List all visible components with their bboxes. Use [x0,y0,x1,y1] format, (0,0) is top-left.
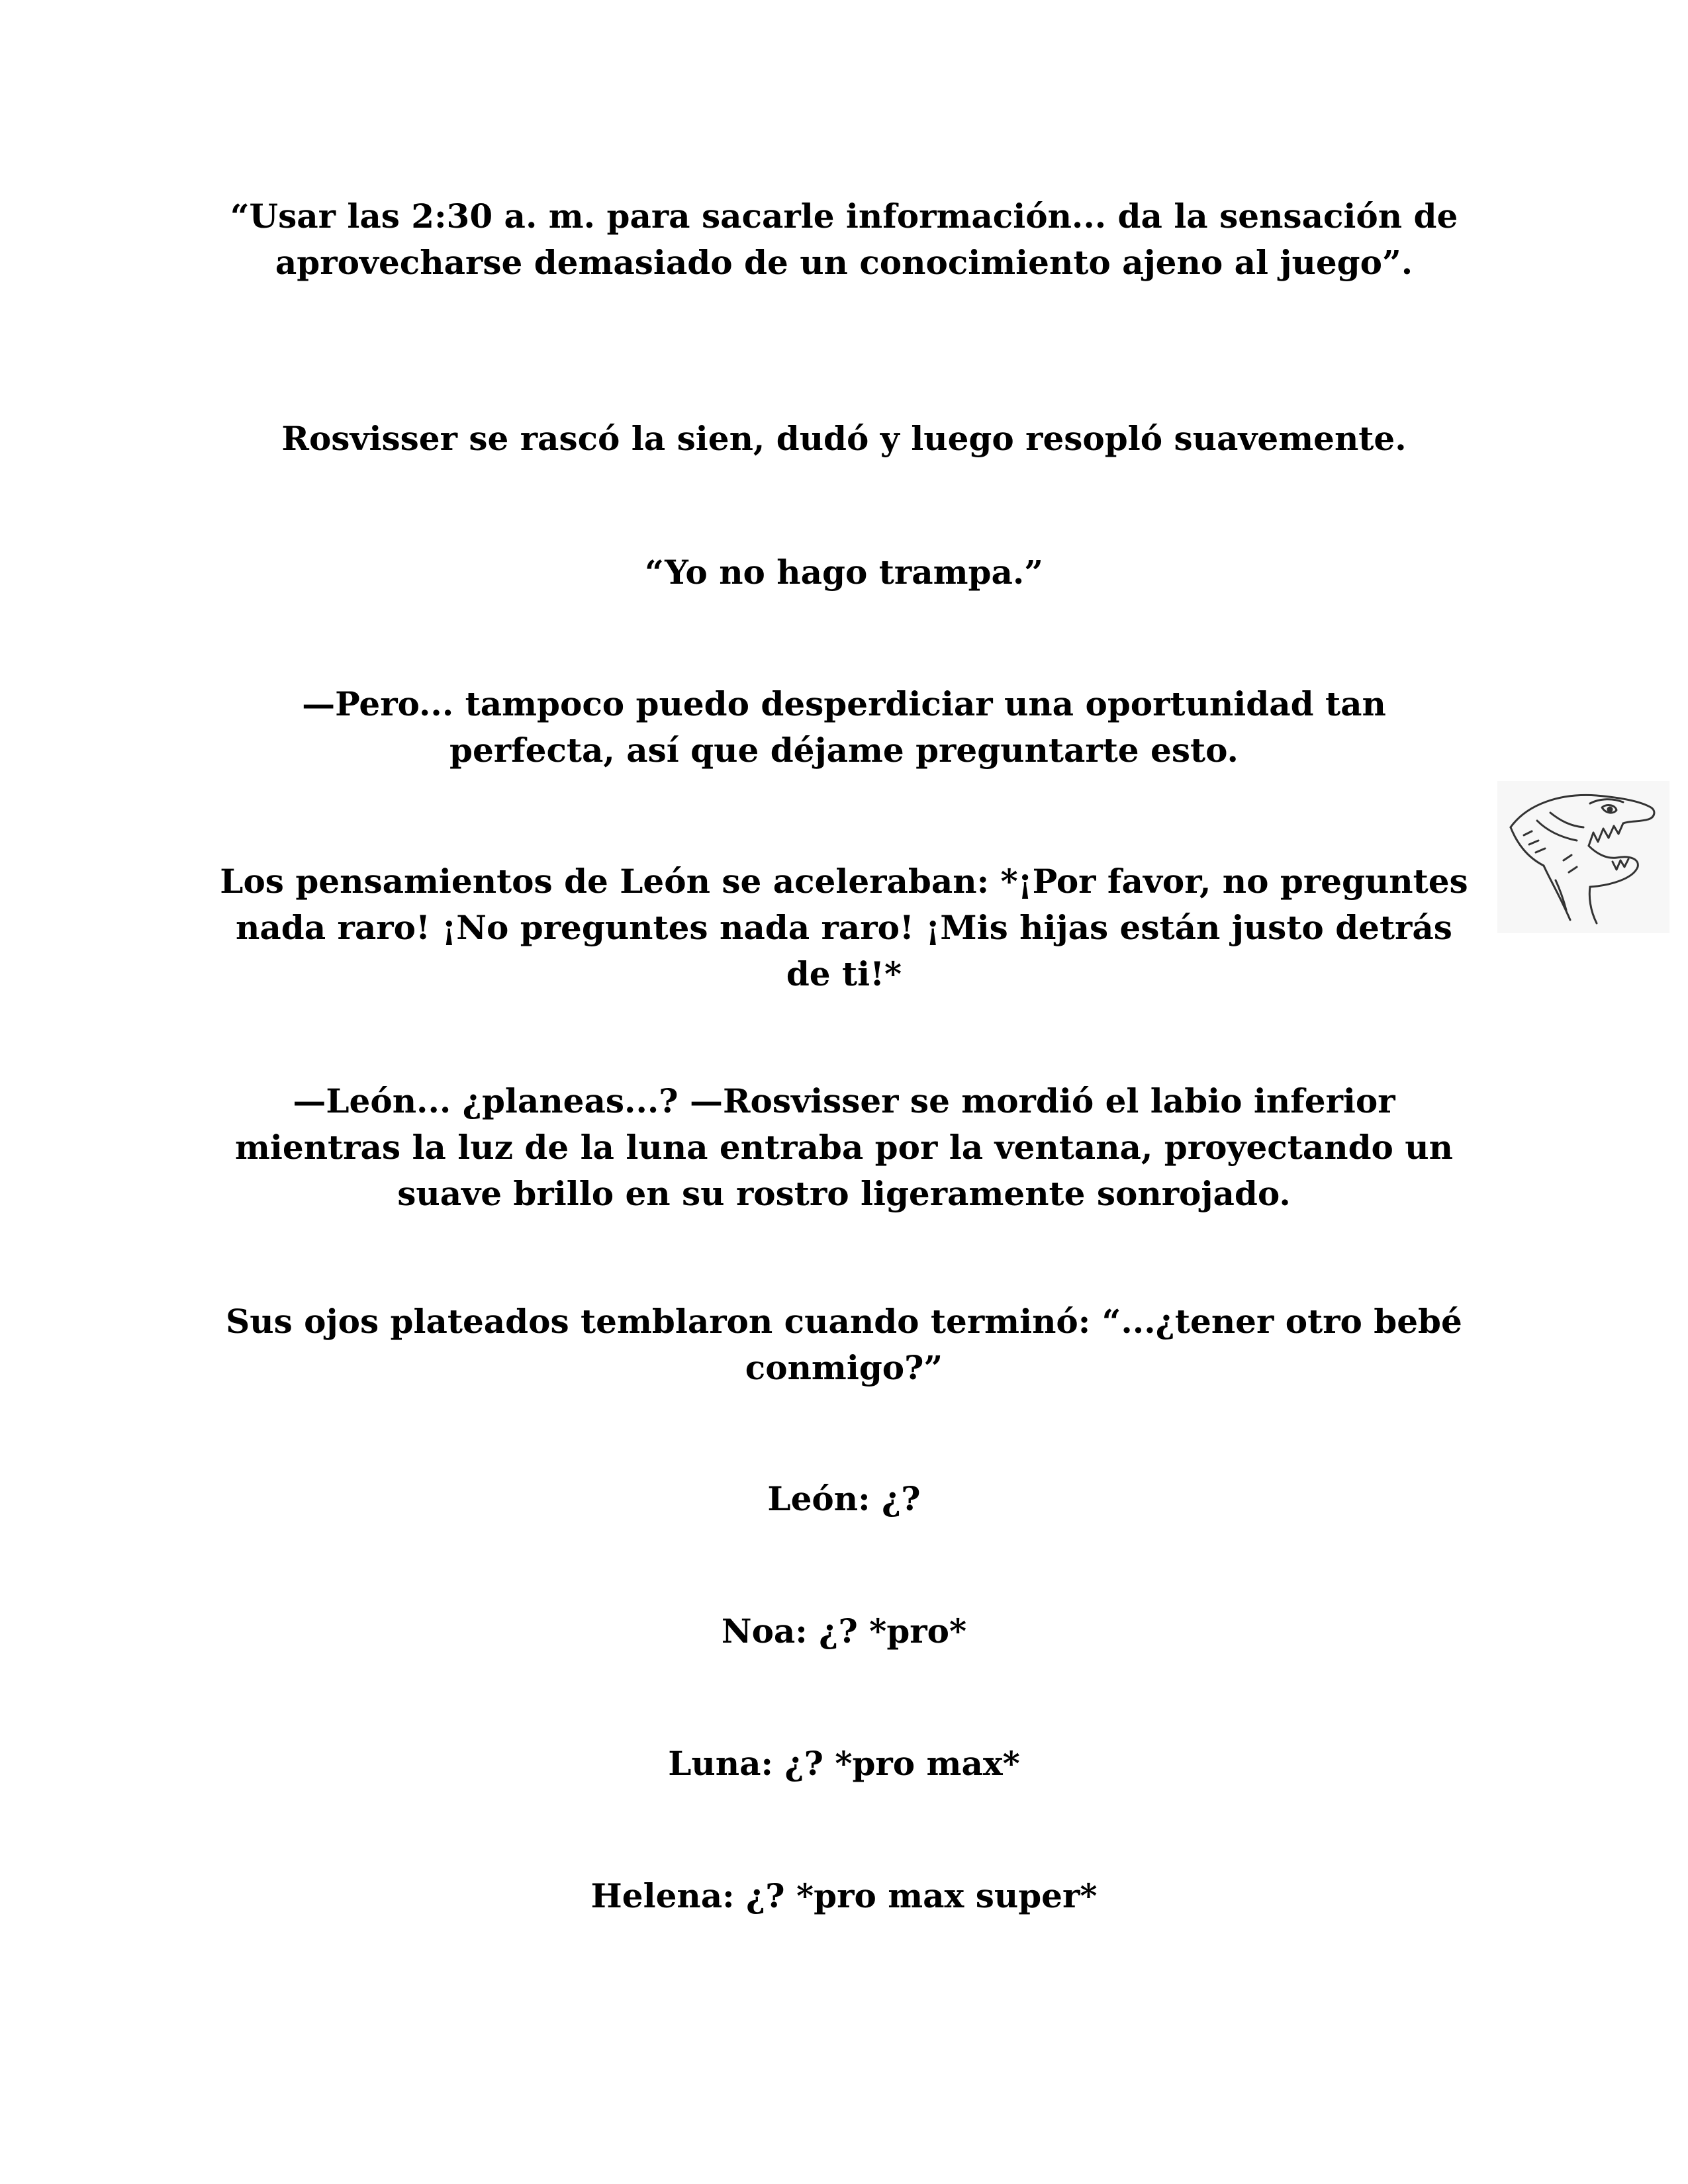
dialogue-helena: Helena: ¿? *pro max super* [590,1876,1098,1915]
paragraph-1: “Usar las 2:30 a. m. para sacarle información... da la sensación de aprovecharse demasiado de un conocimiento ajeno al juego”. [230,197,1458,282]
paragraph-2: Rosvisser se rascó la sien, dudó y luego resopló suavemente. [281,419,1407,458]
paragraph-4: —Pero... tampoco puedo desperdiciar una oportunidad tan perfecta, así que déjame preguntarte esto. [302,684,1386,770]
dialogue-leon: León: ¿? [767,1479,921,1518]
paragraph-6: —León... ¿planeas...? —Rosvisser se mordió el labio inferior mientras la luz de la luna entraba por la ventana, proyectando un suave brillo en su rostro ligeramente sonrojado. [234,1081,1453,1213]
paragraph-3: “Yo no hago trampa.” [644,553,1044,592]
dinosaur-sketch-icon [1497,781,1669,933]
paragraph-5: Los pensamientos de León se aceleraban: *¡Por favor, no preguntes nada raro! ¡No preguntes nada raro! ¡Mis hijas están justo detrás de ti!* [220,862,1468,993]
dialogue-luna: Luna: ¿? *pro max* [668,1744,1020,1783]
dialogue-noa: Noa: ¿? *pro* [721,1612,967,1651]
paragraph-7: Sus ojos plateados temblaron cuando terminó: “...¿tener otro bebé conmigo?” [226,1302,1462,1387]
